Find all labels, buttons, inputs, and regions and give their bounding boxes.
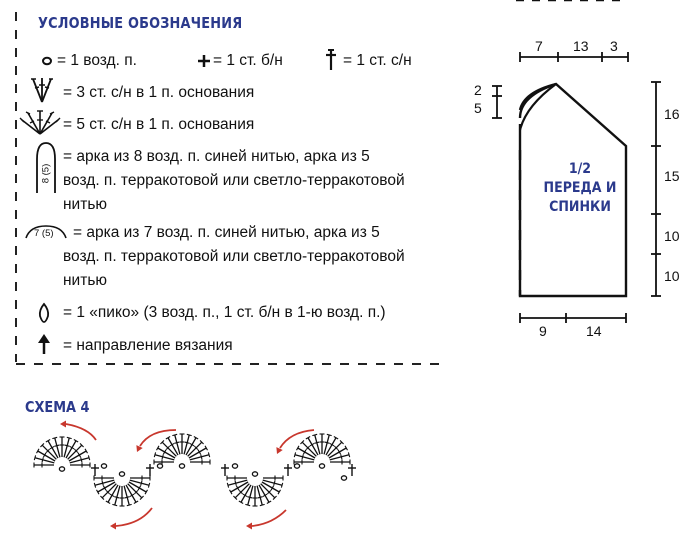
connector-dc-5 [348,464,356,476]
upper-fan-center-1 [59,467,64,471]
connector-ch-4 [294,464,299,468]
pattern-piece-label: 1/2 ПЕРЕДА И СПИНКИ [543,161,617,215]
upper-fan-2 [154,434,210,465]
upper-fan-1 [34,437,90,468]
lower-fan-2 [227,476,283,507]
legend-title: УСЛОВНЫЕ ОБОЗНАЧЕНИЯ [38,14,243,32]
lower-fan-1 [94,476,150,507]
legend-direction-text: = направление вязания [63,337,233,354]
direction-arrow-4 [116,508,152,526]
legend-picot-text: = 1 «пико» (3 возд. п., 1 ст. б/н в 1-ю возд. п.) [63,304,386,321]
right-dim-1: 16 [664,106,680,122]
legend-arch8-line2: возд. п. терракотовой или светло-терракотовой [63,172,405,189]
legend-single-crochet-text: = 1 ст. б/н [213,52,283,69]
right-dim-3: 10 [664,228,680,244]
legend-three-dc-text: = 3 ст. с/н в 1 п. основания [63,84,255,101]
legend-five-dc-text: = 5 ст. с/н в 1 п. основания [63,116,255,133]
upper-fan-center-3 [319,464,324,468]
connector-ch-2 [157,464,162,468]
connector-ch-1 [101,464,106,468]
connector-dc-3 [221,464,229,476]
direction-arrow-5 [252,510,286,526]
connector-dc-2 [146,464,154,476]
vertical-arch-label: 8 (5) [40,163,52,184]
legend-arch8-line3: нитью [63,196,108,213]
connector-dc-1 [91,464,99,476]
bottom-dim-2: 14 [586,323,602,339]
horizontal-arch-label: 7 (5) [34,228,54,239]
lower-fan-center-1 [119,472,124,476]
right-dim-4: 10 [664,268,680,284]
scheme-title: СХЕМА 4 [25,398,90,416]
direction-arrow-4-head [110,523,116,530]
connector-ch-3 [232,464,237,468]
legend-double-crochet-text: = 1 ст. с/н [343,52,412,69]
lower-fan-center-2 [252,472,257,476]
direction-arrow-1-head [60,421,66,428]
right-dim-2: 15 [664,168,680,184]
direction-arrow-3-head [276,447,282,454]
top-dim-2: 13 [573,38,589,54]
bottom-dim-1: 9 [539,323,547,339]
connector-ch-5 [341,476,346,480]
upper-fan-center-2 [179,464,184,468]
top-dim-1: 7 [535,38,543,54]
upper-fan-3 [294,434,350,465]
left-dim-1: 2 [474,82,482,98]
legend-chain-text: = 1 возд. п. [57,52,137,69]
legend-arch7-line3: нитью [63,272,108,289]
top-dim-3: 3 [610,38,618,54]
legend-arch7-line1: = арка из 7 возд. п. синей нитью, арка из 5 [73,224,380,241]
direction-arrow-2-head [136,445,142,452]
legend-arch8-line1: = арка из 8 возд. п. синей нитью, арка из 5 [63,148,370,165]
legend-arch7-line2: возд. п. терракотовой или светло-терракотовой [63,248,405,265]
direction-arrow-2 [140,430,176,446]
connector-dc-4 [284,464,292,476]
direction-arrow-5-head [246,523,252,530]
direction-arrow-1 [66,424,96,440]
left-dim-2: 5 [474,100,482,116]
